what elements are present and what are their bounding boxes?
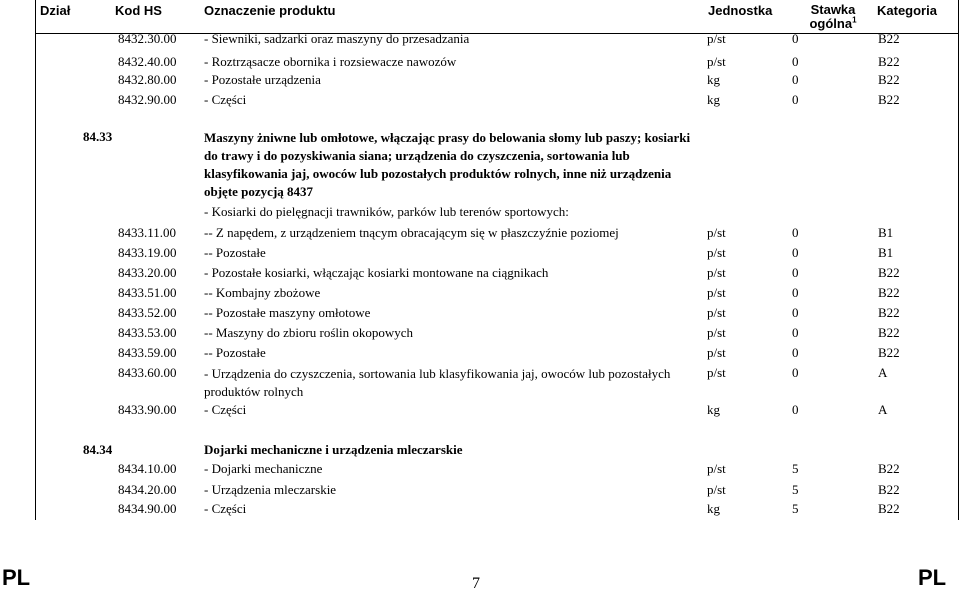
row-unit: p/st	[707, 482, 726, 497]
row-cat: B1	[878, 225, 894, 240]
row-cat: B22	[878, 461, 900, 476]
row-cat: B22	[878, 325, 900, 340]
row-desc: - Pozostałe urządzenia	[204, 72, 321, 87]
row-rate: 0	[792, 92, 799, 107]
heading-desc: Dojarki mechaniczne i urządzenia mleczarskie	[204, 442, 463, 457]
row-cat: B22	[878, 72, 900, 87]
heading-code: 84.34	[83, 442, 113, 457]
row-code: 8434.10.00	[118, 461, 177, 476]
row-cat: B22	[878, 482, 900, 497]
row-code: 8433.59.00	[118, 345, 177, 360]
row-cat: A	[878, 365, 888, 380]
row-unit: p/st	[707, 345, 726, 360]
row-desc: -- Pozostałe	[204, 345, 266, 360]
row-cat: B22	[878, 305, 900, 320]
table-border-right	[958, 0, 959, 520]
row-code: 8432.90.00	[118, 92, 177, 107]
row-desc: - Urządzenia do czyszczenia, sortowania lub klasyfikowania jaj, owoców lub pozostałych produktów rolnych	[204, 366, 671, 399]
header-jednostka: Jednostka	[708, 3, 773, 18]
footer-left-label: PL	[2, 565, 31, 590]
row-desc: - Pozostałe kosiarki, włączając kosiarki montowane na ciągnikach	[204, 265, 549, 280]
header-kod-hs: Kod HS	[115, 3, 162, 18]
row-unit: p/st	[707, 245, 726, 260]
row-unit: p/st	[707, 325, 726, 340]
row-desc: - Siewniki, sadzarki oraz maszyny do przesadzania	[204, 31, 470, 46]
row-cat: B22	[878, 31, 900, 46]
footer-right-label: PL	[918, 565, 947, 590]
row-code: 8434.20.00	[118, 482, 177, 497]
row-desc: - Urządzenia mleczarskie	[204, 482, 337, 497]
row-unit: p/st	[707, 461, 726, 476]
row-code: 8433.11.00	[118, 225, 177, 240]
row-desc: - Dojarki mechaniczne	[204, 461, 323, 476]
row-unit: kg	[707, 402, 720, 417]
row-desc: -- Z napędem, z urządzeniem tnącym obracającym się w płaszczyźnie poziomej	[204, 225, 619, 240]
header-stawka-line1: Stawka	[810, 2, 856, 17]
row-desc: -- Kombajny zbożowe	[204, 285, 321, 300]
row-code: 8432.80.00	[118, 72, 177, 87]
row-unit: p/st	[707, 265, 726, 280]
row-rate: 0	[792, 325, 799, 340]
header-stawka-line2: ogólna	[809, 16, 853, 31]
row-rate: 0	[792, 245, 799, 260]
row-unit: p/st	[707, 31, 726, 46]
row-cat: B1	[878, 245, 894, 260]
row-unit: p/st	[707, 225, 726, 240]
row-unit: kg	[707, 92, 720, 107]
row-cat: B22	[878, 285, 900, 300]
row-cat: B22	[878, 265, 900, 280]
header-dzial: Dział	[40, 3, 71, 18]
header-kategoria: Kategoria	[877, 3, 937, 18]
row-unit: p/st	[707, 285, 726, 300]
row-rate: 0	[792, 72, 799, 87]
row-code: 8433.90.00	[118, 402, 177, 417]
row-rate: 0	[792, 345, 799, 360]
row-rate: 0	[792, 31, 799, 46]
header-stawka-footnote: 1	[852, 15, 857, 25]
row-rate: 0	[792, 305, 799, 320]
row-cat: B22	[878, 345, 900, 360]
row-code: 8432.30.00	[118, 31, 177, 46]
row-desc: -- Pozostałe maszyny omłotowe	[204, 305, 371, 320]
row-code: 8433.53.00	[118, 325, 177, 340]
row-rate: 0	[792, 225, 799, 240]
table-border-left	[35, 0, 36, 520]
row-code: 8433.51.00	[118, 285, 177, 300]
subheading-desc: - Kosiarki do pielęgnacji trawników, parków lub terenów sportowych:	[204, 204, 569, 219]
page-number: 7	[472, 575, 480, 592]
table-header	[35, 0, 959, 34]
row-code: 8433.20.00	[118, 265, 177, 280]
row-unit: p/st	[707, 305, 726, 320]
row-unit: p/st	[707, 365, 726, 380]
row-desc: - Części	[204, 402, 247, 417]
heading-code: 84.33	[83, 129, 113, 144]
row-rate: 0	[792, 365, 799, 380]
row-rate: 5	[792, 461, 799, 476]
row-unit: p/st	[707, 54, 726, 69]
row-code: 8434.90.00	[118, 501, 177, 516]
row-cat: B22	[878, 54, 900, 69]
row-unit: kg	[707, 72, 720, 87]
header-stawka	[806, 3, 860, 31]
row-cat: B22	[878, 92, 900, 107]
row-desc: -- Maszyny do zbioru roślin okopowych	[204, 325, 414, 340]
row-rate: 0	[792, 54, 799, 69]
row-desc: - Części	[204, 501, 247, 516]
row-code: 8433.52.00	[118, 305, 177, 320]
row-code: 8432.40.00	[118, 54, 177, 69]
row-desc: - Części	[204, 92, 247, 107]
row-code: 8433.19.00	[118, 245, 177, 260]
row-unit: kg	[707, 501, 720, 516]
row-rate: 5	[792, 482, 799, 497]
row-rate: 5	[792, 501, 799, 516]
row-desc: - Roztrząsacze obornika i rozsiewacze nawozów	[204, 54, 457, 69]
row-cat: A	[878, 402, 888, 417]
row-desc: -- Pozostałe	[204, 245, 266, 260]
row-rate: 0	[792, 402, 799, 417]
row-code: 8433.60.00	[118, 365, 177, 380]
heading-desc: Maszyny żniwne lub omłotowe, włączając prasy do belowania słomy lub paszy; kosiarki do trawy i do pozyskiwania siana; urządzenia do czyszczenia, sortowania lub klasyfikowania jaj, owoców lub pozostałych produktów rolnych, inne niż urządzenia objęte pozycją 8437	[204, 130, 691, 199]
row-cat: B22	[878, 501, 900, 516]
row-rate: 0	[792, 285, 799, 300]
row-rate: 0	[792, 265, 799, 280]
header-oznaczenie: Oznaczenie produktu	[204, 3, 336, 18]
